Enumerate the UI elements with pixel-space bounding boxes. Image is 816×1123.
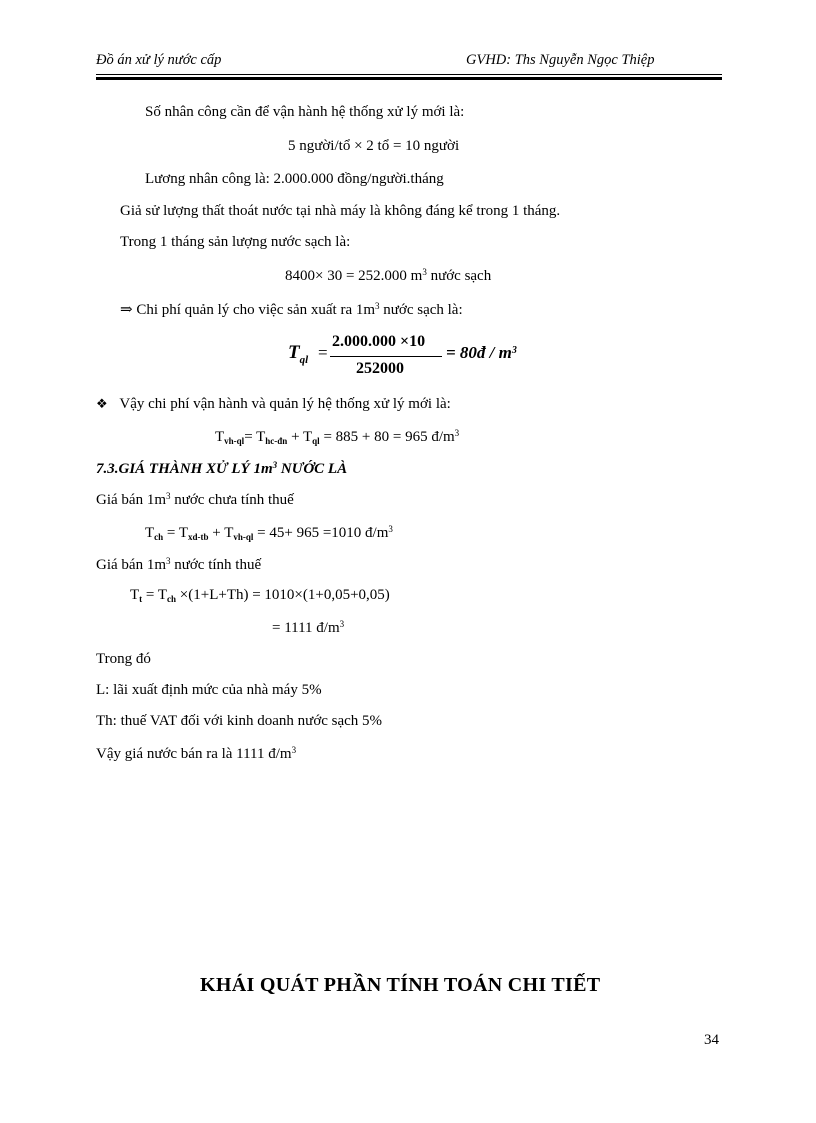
header-left: Đồ án xử lý nước cấp <box>96 52 222 68</box>
formula-rhs: = 80đ / $m^3$ <box>446 343 517 362</box>
formula-denominator: 252000 <box>356 360 404 377</box>
formula-numerator: 2.000.000 ×10 <box>332 333 426 350</box>
text-line: Số nhân công cần để vận hành hệ thống xử lý mới là: <box>145 104 465 120</box>
header-rule-thin <box>96 74 722 75</box>
page-number: 34 <box>704 1032 719 1048</box>
text-line: Giá bán $1m^3$ nước chưa tính thuế <box>96 491 294 508</box>
equation-volume: 8400× 30 = 252.000 $m^3$ nước sạch <box>285 267 492 284</box>
summary-line: ❖ Vậy chi phí vận hành và quản lý hệ thống xử lý mới là: <box>96 396 451 412</box>
text-line: Th: thuế VAT đối với kinh doanh nước sạch 5% <box>96 713 383 729</box>
header-right: GVHD: Ths Nguyễn Ngọc Thiệp <box>466 52 655 68</box>
header-rule-thick <box>96 77 722 80</box>
equation-result: = 1111 $đ/m^3$ <box>272 619 345 636</box>
formula-lhs: $T_{ql}$ <box>288 342 309 366</box>
equation-workers: 5 người/tổ × 2 tổ = 10 người <box>288 138 460 154</box>
text-line: Vậy giá nước bán ra là 1111 $đ/m^3$ <box>96 745 297 762</box>
text-line: Trong đó <box>96 651 151 667</box>
text-line: L: lãi xuất định mức của nhà máy 5% <box>96 682 322 698</box>
equation-tvh: $T_{vh-ql}= T_{hc-đn} + T_{ql} = 885 + 80 = 965$ $đ/m^3$ <box>215 428 460 446</box>
chapter-title: KHÁI QUÁT PHẦN TÍNH TOÁN CHI TIẾT <box>200 974 601 996</box>
formula-eq: = <box>318 343 328 362</box>
section-heading: 7.3.GIÁ THÀNH XỬ LÝ $1m^3$ NƯỚC LÀ <box>96 460 348 477</box>
text-line: Giá bán $1m^3$ nước tính thuế <box>96 556 262 573</box>
text-line: Giả sử lượng thất thoát nước tại nhà máy là không đáng kể trong 1 tháng. <box>120 203 561 219</box>
fraction-bar <box>330 356 442 357</box>
equation-tt: $T_t = T_{ch} \times(1+L+Th) = 1010\times(1+0,05+0,05)$ <box>130 587 390 604</box>
text-line: ⇒ Chi phí quản lý cho việc sản xuất ra $1m^3$ nước sạch là: <box>120 301 463 318</box>
text-line: Trong 1 tháng sản lượng nước sạch là: <box>120 234 351 250</box>
equation-tch: $T_{ch} = T_{xd-tb} + T_{vh-ql} = 45+ 965 =1010$ $đ/m^3$ <box>145 524 393 542</box>
diamond-bullet-icon: ❖ <box>96 396 108 411</box>
text-line: Lương nhân công là: 2.000.000 đồng/người.tháng <box>145 171 444 187</box>
